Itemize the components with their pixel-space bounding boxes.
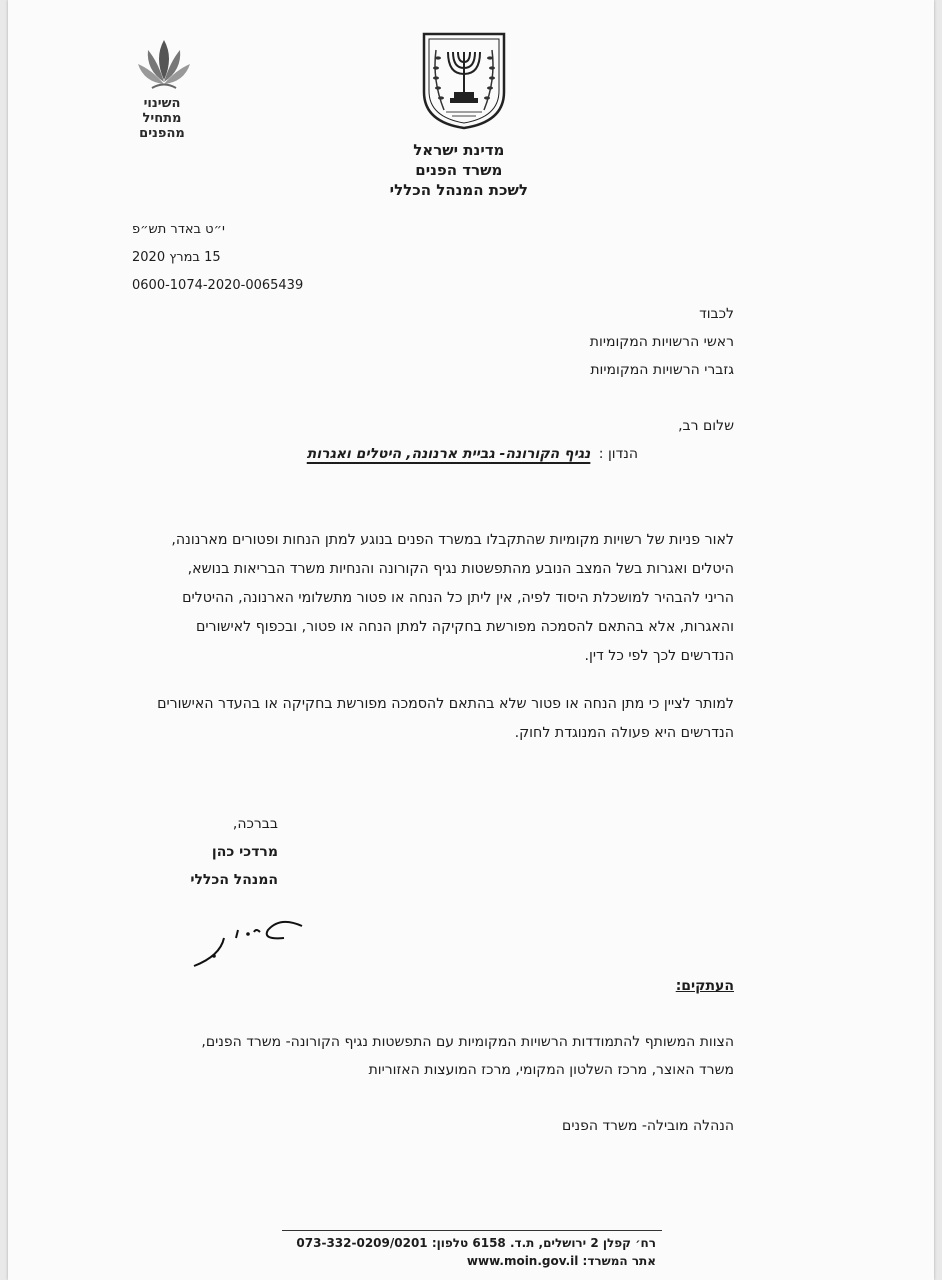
lotus-flower-icon: [134, 34, 194, 94]
subject-line: [307, 446, 638, 462]
body-paragraph-2: [157, 690, 734, 748]
slogan-line-1: השינוי: [143, 96, 181, 111]
signer-name: מרדכי כהן: [211, 844, 278, 860]
recipient-heads: ראשי הרשויות המקומיות: [589, 334, 734, 350]
copies-line: משרד האוצר, מרכז השלטון המקומי, מרכז המועצות האזוריות: [368, 1062, 734, 1078]
state-emblem-menorah-icon: [418, 30, 510, 130]
copies-line: הנהלה מובילה- משרד הפנים: [562, 1118, 734, 1134]
gregorian-date: 15 במרץ 2020: [132, 250, 221, 265]
hebrew-date: י״ט באדר תש״פ: [132, 222, 225, 237]
footer-address: רח׳ קפלן 2 ירושלים, ת.ד. 6158 טלפון: 073-332-0209/0201: [296, 1236, 656, 1250]
body-line: הנדרשים לכך לפי כל דין.: [584, 648, 734, 664]
subject-label: הנדון :: [598, 446, 638, 462]
signer-title: המנהל הכללי: [190, 872, 278, 888]
footer-divider: [282, 1230, 662, 1231]
body-line: למותר לציין כי מתן הנחה או פטור שלא בהתאם להסמכה מפורשת בחקיקה או בהעדר האישורים: [157, 696, 734, 712]
copies-line: הצוות המשותף להתמודדות הרשויות המקומיות עם התפשטות נגיף הקורונה- משרד הפנים,: [201, 1034, 734, 1050]
footer-website: אתר המשרד: www.moin.gov.il: [466, 1254, 656, 1268]
reference-number: 0600-1074-2020-0065439: [132, 278, 304, 293]
signature-closing: בברכה,: [232, 816, 278, 832]
handwritten-signature-icon: [184, 912, 314, 976]
recipient-treasurers: גזברי הרשויות המקומיות: [590, 362, 734, 378]
body-line: הנדרשים היא פעולה המנוגדת לחוק.: [514, 725, 734, 741]
letter-page: [8, 0, 934, 1280]
ministry-header: [390, 140, 528, 200]
slogan: [124, 96, 200, 141]
body-paragraph-1: [171, 526, 734, 671]
greeting: שלום רב,: [678, 418, 734, 434]
copies-title: העתקים:: [675, 978, 734, 994]
ministry-line-state: מדינת ישראל: [413, 141, 505, 159]
slogan-line-2: מתחיל: [142, 111, 182, 126]
body-line: והאגרות, אלא בהתאם להסמכה מפורשת בחקיקה למתן הנחה או פטור, ובכפוף לאישורים: [195, 619, 734, 635]
ministry-line-office: לשכת המנהל הכללי: [389, 181, 528, 199]
slogan-line-3: מהפנים: [139, 126, 185, 141]
ministry-line-ministry: משרד הפנים: [415, 161, 503, 179]
recipient-salutation: לכבוד: [699, 306, 734, 322]
body-line: הריני להבהיר למושכלת היסוד לפיה, אין ליתן כל הנחה או פטור מתשלומי הארנונה, ההיטלים: [182, 590, 734, 606]
subject-text: נגיף הקורונה- גביית ארנונה, היטלים ואגרות: [306, 446, 591, 462]
body-line: היטלים ואגרות בשל המצב הנובע מהתפשטות נגיף הקורונה והנחיות משרד הבריאות בנושא,: [187, 561, 734, 577]
body-line: לאור פניות של רשויות מקומיות שהתקבלו במשרד הפנים בנוגע למתן הנחות ופטורים מארנונה,: [171, 532, 734, 548]
